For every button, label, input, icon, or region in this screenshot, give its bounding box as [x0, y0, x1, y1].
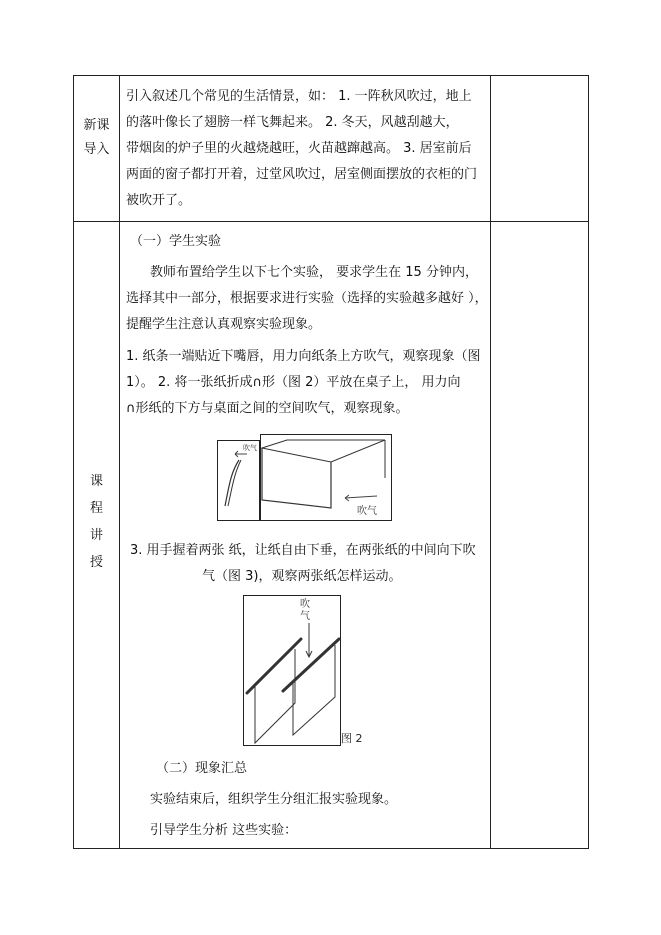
text-line: 的落叶像长了翅膀一样飞舞起来。 2. 冬天，风越刮越大， — [126, 115, 459, 130]
fig3-label-char: 吹 — [300, 599, 310, 610]
section-label-char: 课 — [89, 474, 103, 489]
lesson-plan-table — [73, 75, 589, 849]
text-line: 选择其中一部分，根据要求进行实验（选择的实验越多越好 ）， — [126, 291, 488, 306]
text-line: 两面的窗子都打开着，过堂风吹过，居室侧面摆放的衣柜的门 — [126, 167, 478, 182]
section-label-char: 程 — [89, 501, 103, 516]
section-label-char: 讲 — [89, 528, 103, 543]
heading-student-experiment: （一）学生实验 — [130, 234, 222, 249]
text-line: 提醒学生注意认真观察实验现象。 — [126, 317, 322, 332]
figure-paper-strip-and-fold — [217, 434, 392, 522]
fig2-fold-front — [262, 448, 331, 508]
text-line: 1. 纸条一端贴近下嘴唇，用力向纸条上方吹气，观察现象（图 — [126, 349, 481, 364]
intro-paragraph — [126, 84, 477, 214]
experiments-1-2 — [126, 344, 481, 422]
heading-phenomena-summary: （二）现象汇总 — [156, 761, 248, 776]
figure-two-hanging-papers — [243, 595, 371, 747]
text-line: 引入叙述几个常见的生活情景，如： 1. 一阵秋风吹过，地上 — [126, 89, 472, 104]
fig1-frame — [218, 441, 260, 521]
text-line: 被吹开了。 — [126, 193, 192, 208]
fig2-fold-top — [262, 440, 385, 462]
text-line: ∩形纸的下方与桌面之间的空间吹气，观察现象。 — [126, 401, 409, 416]
text-line: 1）。 2. 将一张纸折成∩形（图 2）平放在桌子上， 用力向 — [126, 375, 461, 390]
section-label-intro — [74, 114, 119, 162]
fig3-frame — [244, 596, 341, 746]
intro-instructions — [126, 260, 488, 338]
summary-line: 引导学生分析 这些实验： — [150, 823, 298, 838]
text-line: 带烟囱的炉子里的火越烧越旺，火苗越蹿越高。 3. 居室前后 — [126, 141, 472, 156]
fig1-paper-strip — [225, 460, 239, 506]
fig2-label: 吹气 — [357, 506, 377, 517]
fig2-arrow — [345, 496, 377, 498]
fig1-label: 吹气 — [243, 444, 257, 452]
text-line: 气（图 3)，观察两张纸怎样运动。 — [202, 569, 402, 584]
experiment-3 — [130, 538, 476, 590]
section-label-lecture — [74, 468, 119, 576]
text-line: 教师布置给学生以下七个实验， 要求学生在 15 分钟内， — [150, 265, 478, 280]
fig3-caption: 图 2 — [341, 732, 363, 745]
fig3-right-paper — [293, 645, 335, 735]
column-divider-right — [490, 76, 491, 848]
section-label-line: 导入 — [83, 142, 110, 157]
row-divider — [74, 221, 588, 222]
text-line: 3. 用手握着两张 纸，让纸自由下垂，在两张纸的中间向下吹 — [130, 543, 476, 558]
section-label-line: 新课 — [83, 118, 110, 133]
fig3-label-char: 气 — [300, 611, 310, 622]
summary-line: 实验结束后，组织学生分组汇报实验现象。 — [150, 792, 398, 807]
column-divider-left — [119, 76, 120, 848]
section-label-char: 授 — [89, 555, 103, 570]
